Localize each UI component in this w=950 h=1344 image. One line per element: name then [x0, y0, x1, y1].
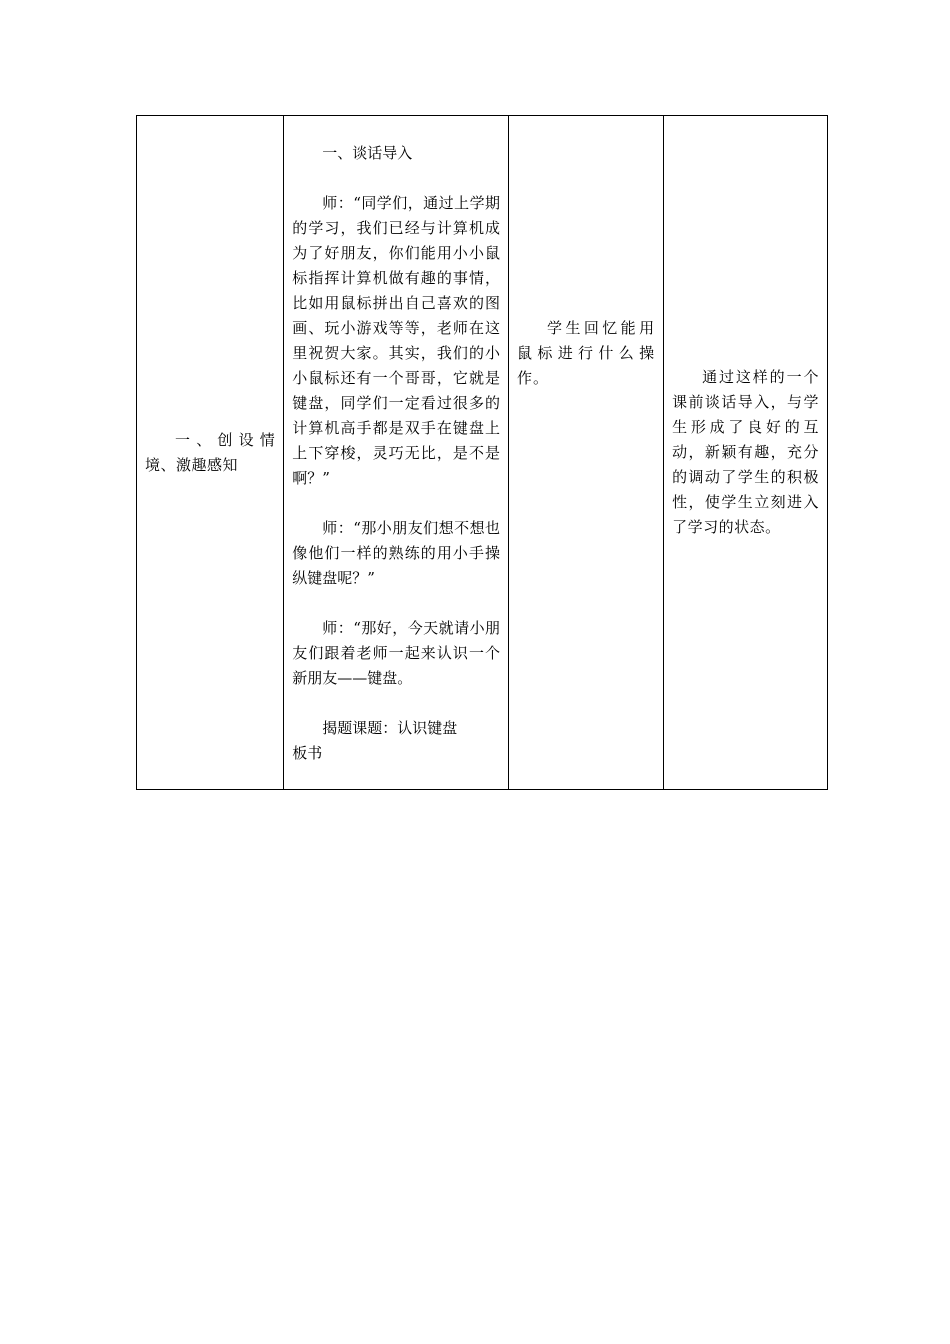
teaching-process-cell [284, 116, 509, 790]
process-paragraph-1: 师：“同学们，通过上学期的学习，我们已经与计算机成为了好朋友，你们能用小小鼠标指挥计算机做有趣的事情，比如用鼠标拼出自己喜欢的图画、玩小游戏等等，老师在这里祝贺大家。其实，我们的小小鼠标还有一个哥哥，它就是键盘，同学们一定看过很多的计算机高手都是双手在键盘上上下穿梭，灵巧无比，是不是啊？” [292, 194, 501, 487]
student-activity-cell [509, 116, 664, 790]
stage-cell [137, 116, 284, 790]
student-activity-text: 学生回忆能用鼠标进行什么操作。 [517, 319, 656, 387]
process-paragraph-2: 师：“那小朋友们想不想也像他们一样的熟练的用小手操纵键盘呢？” [292, 519, 501, 587]
stage-text: 一、创设情境、激趣感知 [145, 430, 276, 474]
table-row [137, 116, 828, 790]
design-intent-cell [664, 116, 828, 790]
process-topic: 揭题课题：认识键盘 [322, 719, 458, 737]
design-intent-text: 通过这样的一个课前谈话导入，与学生形成了良好的互动，新颖有趣，充分的调动了学生的积极性，使学生立刻进入了学习的状态。 [672, 368, 819, 536]
board-note: 板书 [292, 744, 323, 762]
process-heading: 一、谈话导入 [322, 144, 413, 162]
process-paragraph-3: 师：“那好，今天就请小朋友们跟着老师一起来认识一个新朋友——键盘。 [292, 619, 501, 687]
lesson-plan-table [136, 115, 828, 790]
